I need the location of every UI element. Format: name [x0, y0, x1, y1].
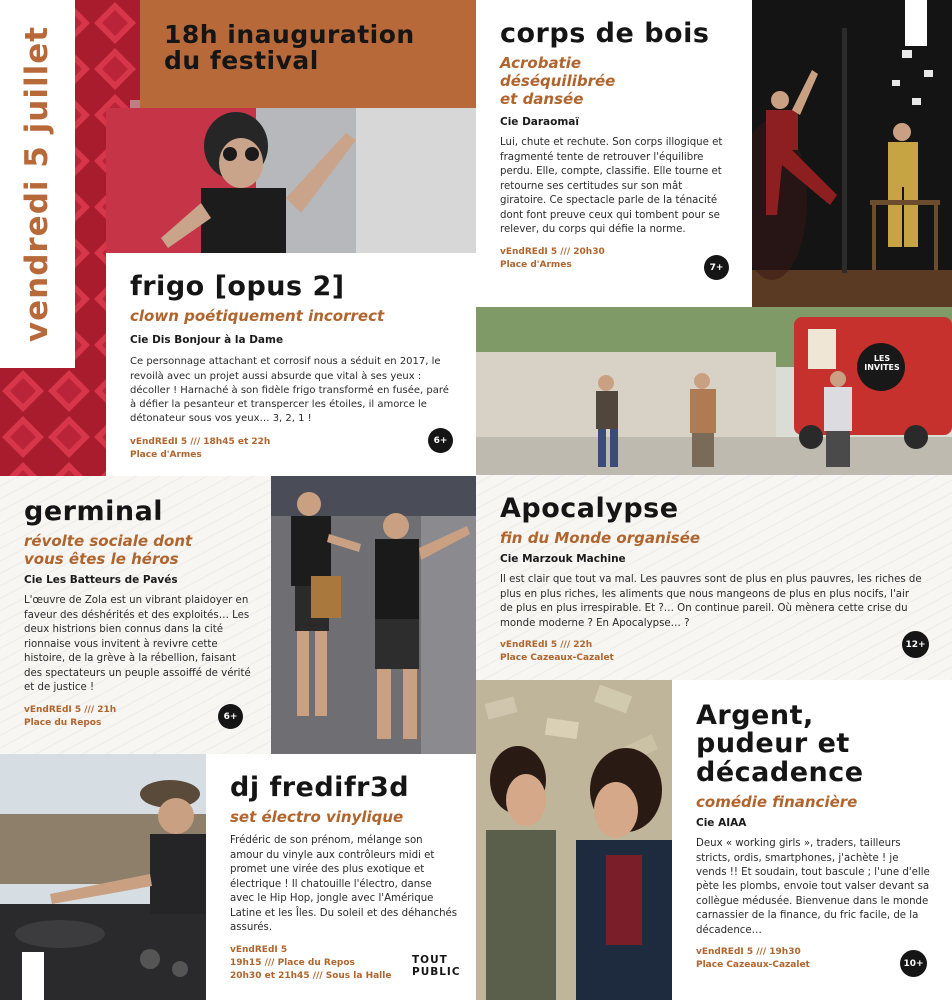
date-banner: [0, 0, 75, 368]
corps-subtitle-1: Acrobatie: [500, 54, 582, 73]
germinal-card: [0, 476, 271, 754]
inauguration-line1: 18h inauguration: [164, 20, 415, 49]
apocalypse-time: vEndREdI 5 /// 22h: [500, 640, 593, 651]
germinal-subtitle-1: révolte sociale dont: [24, 532, 193, 551]
argent-title-2: pudeur et: [696, 728, 850, 760]
dj-description: Frédéric de son prénom, mélange son amour du vinyle aux contrôleurs midi et promet une virée des plus exotique et électrique ! Il chatouille l'électro, danse avec le Hip Hop, jongle avec l'Amérique Latine et les Îles. Du soleil et des déhanchés assurés.: [230, 835, 458, 934]
argent-description: Deux « working girls », traders, tailleurs stricts, ordis, smartphones, j'achète ! je vends !! Et soudain, tout bascule ; l'une d'elle pète les plombs, envoie tout valser devant sa collègue médusée. Bienvenue dans le monde carnassier de la finance, du fric facile, de la décadence…: [696, 838, 930, 936]
germinal-time: vEndREdI 5 /// 21h: [24, 704, 117, 715]
acrobat-photo: [752, 0, 952, 307]
dj-card: [206, 754, 476, 1000]
tout-public-badge: [412, 954, 461, 978]
corps-card: [476, 0, 752, 307]
tout-public-line1: TOUT: [412, 954, 448, 966]
argent-card: [672, 680, 952, 1000]
frigo-photo: [106, 108, 476, 253]
corps-subtitle-3: et dansée: [500, 90, 584, 109]
edge-tab-top-right: [905, 0, 927, 46]
date-banner-text: vendredi 5 juillet: [19, 25, 55, 343]
frigo-company: Cie Dis Bonjour à la Dame: [130, 334, 284, 347]
argent-company: Cie AIAA: [696, 817, 747, 830]
caravan-sign: LES INVITES: [864, 354, 900, 372]
dj-time-3: 20h30 et 21h45 /// Sous la Halle: [230, 970, 392, 981]
argent-age-badge: 10+: [900, 950, 927, 977]
money-photo: [476, 680, 672, 1000]
frigo-time: vEndREdI 5 /// 18h45 et 22h: [130, 437, 271, 448]
tout-public-line2: PUBLIC: [412, 966, 461, 979]
frigo-place: Place d'Armes: [130, 450, 202, 461]
argent-subtitle: comédie financière: [696, 793, 858, 812]
corps-age-badge: 7+: [704, 255, 729, 280]
argent-time: vEndREdI 5 /// 19h30: [696, 947, 801, 958]
apocalypse-card: [476, 475, 952, 680]
dj-subtitle: set électro vinylique: [230, 808, 404, 827]
apocalypse-title: Apocalypse: [500, 493, 679, 524]
corps-title: corps de bois: [500, 18, 710, 49]
inauguration-box: [140, 0, 476, 108]
frigo-description: Ce personnage attachant et corrosif nous a séduit en 2017, le revoilà avec un projet aussi absurde que vital à ses yeux : décoller ! Harnaché à son fidèle frigo transformé en fusée, paré à défier la pesanteur et transpercer les étoiles, il amorce le détonateur sous vos yeux… 3, 2, 1 !: [130, 356, 449, 425]
frigo-card: [106, 253, 476, 476]
corps-time: vEndREdI 5 /// 20h30: [500, 246, 605, 257]
dj-time-1: vEndREdI 5: [230, 944, 288, 955]
germinal-company: Cie Les Batteurs de Pavés: [24, 574, 178, 587]
corps-place: Place d'Armes: [500, 259, 572, 270]
corps-company: Cie Daraomaï: [500, 116, 579, 129]
frigo-age-badge: 6+: [428, 428, 453, 453]
argent-place: Place Cazeaux-Cazalet: [696, 960, 810, 971]
dj-time-2: 19h15 /// Place du Repos: [230, 957, 355, 968]
dj-title: dj fredifr3d: [230, 772, 410, 803]
inauguration-line2: du festival: [164, 46, 319, 76]
corps-description: Lui, chute et rechute. Son corps illogique et fragmenté tente de retrouver l'équilibre perdu. Elle, compte, classifie. Elle tourne et retourne ses certitudes sur son mât giratoire. Ce spectacle parle de la ténacité dont font preuve ceux qui tombent pour se relever, du corps qui défie la norme.: [500, 137, 723, 236]
germinal-age-badge: 6+: [218, 704, 243, 729]
frigo-title: frigo [opus 2]: [130, 271, 345, 302]
germinal-place: Place du Repos: [24, 717, 102, 728]
apocalypse-place: Place Cazeaux-Cazalet: [500, 653, 614, 664]
corps-subtitle-2: déséquilibrée: [500, 72, 616, 91]
germinal-description: L'œuvre de Zola est un vibrant plaidoyer en faveur des déshérités et des exploités… Les deux histrions bien connus dans la cité rionnaise vous invitent à revivre cette histoire, de la grève à la rébellion, faisant des spectateurs un peuple assoiffé de vérité et de justice !: [24, 595, 251, 694]
apocalypse-description: Il est clair que tout va mal. Les pauvres sont de plus en plus pauvres, les riches de plus en plus riches, les aliments que nous mangeons de plus en plus nocifs, l'air de plus en plus irrespirable. Et ?… On continue pareil. Où mènera cette crise du monde moderne ? En Apocalypse… ?: [500, 574, 922, 629]
apocalypse-subtitle: fin du Monde organisée: [500, 529, 701, 548]
germinal-subtitle-2: vous êtes le héros: [24, 550, 179, 569]
germinal-title: germinal: [24, 496, 164, 527]
apocalypse-company: Cie Marzouk Machine: [500, 553, 626, 566]
edge-tab-bottom-left: [22, 952, 44, 1000]
germinal-photo: [271, 476, 476, 754]
apocalypse-age-badge: 12+: [902, 631, 929, 658]
frigo-subtitle: clown poétiquement incorrect: [130, 307, 385, 326]
argent-title-1: Argent,: [696, 700, 814, 731]
caravan-photo: [476, 307, 952, 475]
argent-title-3: décadence: [696, 756, 864, 788]
